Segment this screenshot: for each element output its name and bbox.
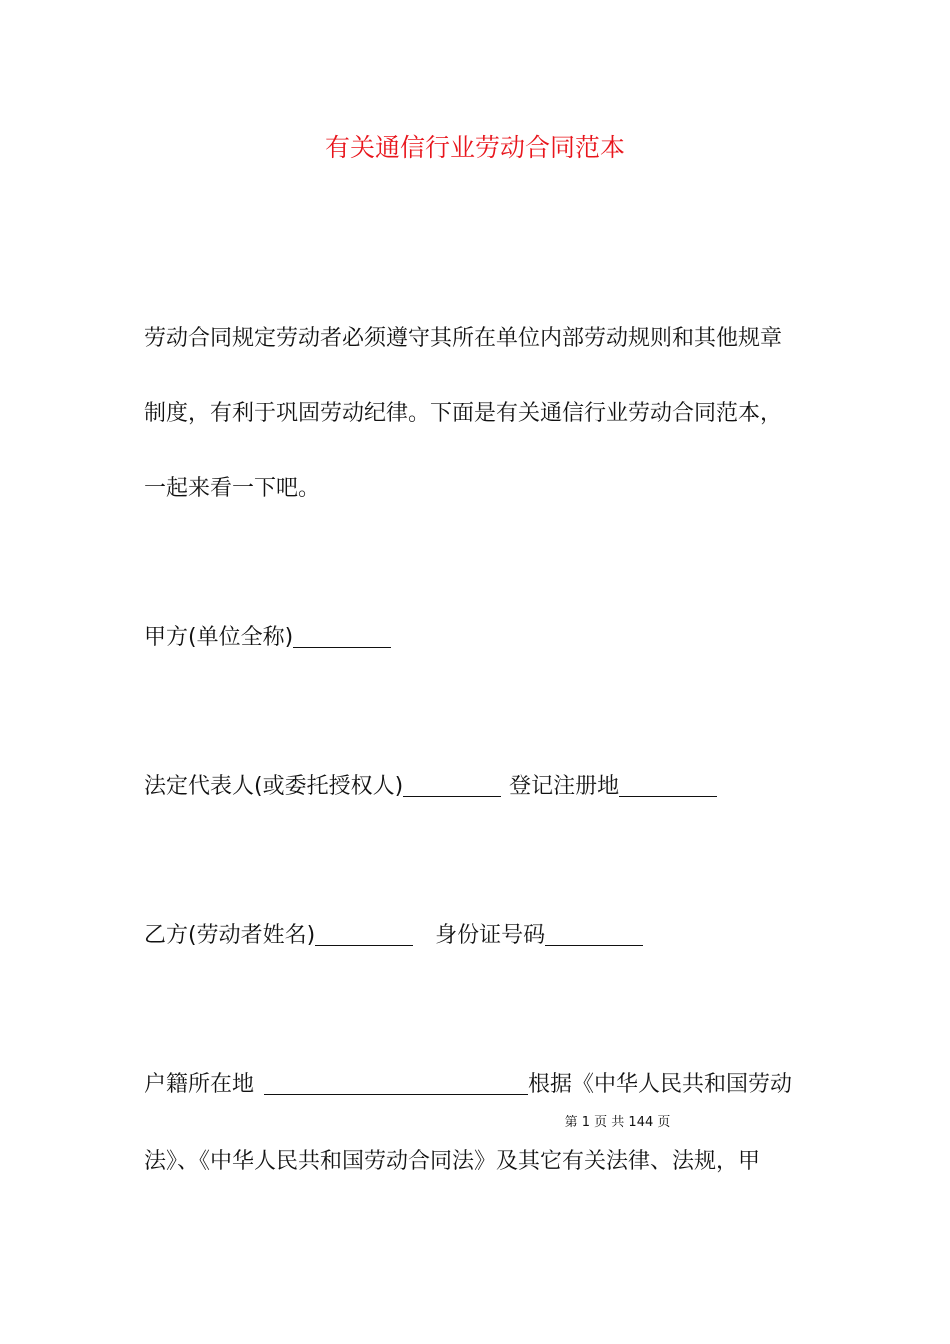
id-number-label: 身份证号码 bbox=[435, 923, 546, 948]
id-number-blank bbox=[545, 923, 643, 946]
party-b-label: 乙方(劳动者姓名) bbox=[144, 923, 316, 948]
party-a-label: 甲方(单位全称) bbox=[144, 625, 294, 650]
page-number: 第 1 页 共 144 页 bbox=[564, 1115, 671, 1130]
page-footer bbox=[0, 1114, 950, 1132]
intro-line-1: 劳动合同规定劳动者必须遵守其所在单位内部劳动规则和其他规章 bbox=[144, 326, 783, 351]
party-b-blank bbox=[315, 923, 413, 946]
household-blank bbox=[264, 1072, 528, 1095]
party-b-line bbox=[144, 920, 643, 952]
document-title: 有关通信行业劳动合同范本 bbox=[324, 133, 625, 162]
registration-label: 登记注册地 bbox=[509, 774, 620, 799]
party-a-line bbox=[144, 622, 391, 654]
intro-line-2: 制度，有利于巩固劳动纪律。下面是有关通信行业劳动合同范本， bbox=[144, 401, 783, 426]
household-text: 根据《中华人民共和国劳动 bbox=[528, 1072, 793, 1097]
registration-blank bbox=[619, 774, 717, 797]
household-label: 户籍所在地 bbox=[144, 1072, 255, 1097]
legal-rep-blank bbox=[403, 774, 501, 797]
party-a-blank bbox=[293, 625, 391, 648]
legal-rep-line bbox=[144, 771, 717, 803]
household-line bbox=[144, 1069, 792, 1101]
legal-rep-label: 法定代表人(或委托授权人) bbox=[144, 774, 404, 799]
intro-line-3: 一起来看一下吧。 bbox=[144, 476, 321, 501]
law-line: 法》、《中华人民共和国劳动合同法》及其它有关法律、法规，甲 bbox=[144, 1149, 761, 1174]
